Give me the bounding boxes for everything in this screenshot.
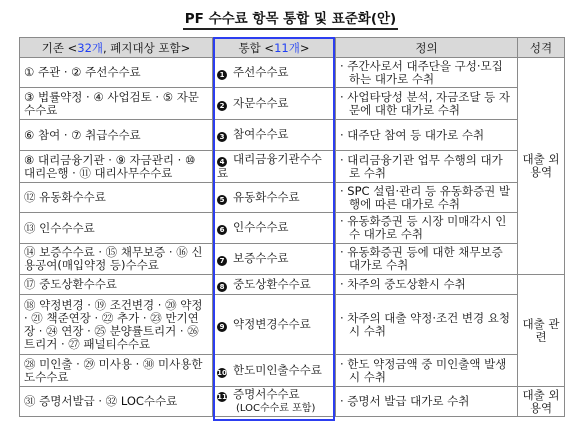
table-row xyxy=(20,355,565,387)
definition-cell: · 차주의 중도상환시 수취 xyxy=(336,275,518,295)
integrated-cell: 4 대리금융기관수수료 xyxy=(213,151,336,183)
existing-cell: ㉘ 미인출 · ㉙ 미사용 · ㉚ 미사용한도수수료 xyxy=(20,355,213,387)
header-row xyxy=(20,38,565,58)
integrated-cell: 7 보증수수료 xyxy=(213,244,336,275)
number-bullet: 6 xyxy=(217,225,227,235)
integrated-cell: 1 주선수수료 xyxy=(213,58,336,88)
existing-cell: ⑥ 참여 · ⑦ 취급수수료 xyxy=(20,120,213,151)
nature-cell: 대출 외 용역 xyxy=(518,387,565,417)
integrated-subnote: (LOC수수료 포함) xyxy=(236,403,316,414)
table-row xyxy=(20,151,565,183)
integrated-cell: 10 한도미인출수수료 xyxy=(213,355,336,387)
integrated-cell: 9 약정변경수수료 xyxy=(213,295,336,355)
table-row xyxy=(20,58,565,88)
definition-cell: · SPC 설립·관리 등 유동화증권 발행에 따른 대가로 수취 xyxy=(336,183,518,213)
definition-cell: · 주간사로서 대주단을 구성·모집하는 대가로 수취 xyxy=(336,58,518,88)
nature-cell: 대출 외 용역 xyxy=(518,58,565,275)
table-row xyxy=(20,387,565,417)
number-bullet: 1 xyxy=(217,70,227,80)
document-title: PF 수수료 항목 통합 및 표준화(안) xyxy=(0,7,581,27)
number-bullet: 10 xyxy=(217,368,227,377)
number-bullet: 3 xyxy=(217,132,227,142)
definition-cell: · 유동화증권 등에 대한 채무보증 대가로 수취 xyxy=(336,244,518,275)
header-definition: 정의 xyxy=(336,38,518,58)
header-integrated: 통합 <11개> xyxy=(213,38,336,58)
table-row xyxy=(20,213,565,244)
number-bullet: 4 xyxy=(217,157,227,167)
integrated-cell: 5 유동화수수료 xyxy=(213,183,336,213)
existing-cell: ㉛ 증명서발급 · ㉜ LOC수수료 xyxy=(20,387,213,417)
nature-cell: 대출 관련 xyxy=(518,275,565,387)
integrated-cell: 6 인수수수료 xyxy=(213,213,336,244)
table-row xyxy=(20,275,565,295)
definition-cell: · 대리금융기관 업무 수행의 대가로 수취 xyxy=(336,151,518,183)
number-bullet: 9 xyxy=(217,322,227,332)
integrated-cell: 11 증명서수수료 (LOC수수료 포함) xyxy=(213,387,336,417)
integrated-cell: 8 중도상환수수료 xyxy=(213,275,336,295)
table-row xyxy=(20,183,565,213)
table-row xyxy=(20,120,565,151)
number-bullet: 2 xyxy=(217,101,227,111)
existing-cell: ⑱ 약정변경 · ⑲ 조건변경 · ⑳ 약정 · ㉑ 책준연장 · ㉒ 추가 · ㉓ 만기연장 · ㉔ 연장 · ㉕ 분양률트리거 · ㉖ 트리거 · ㉗ 패널티수수료 xyxy=(20,295,213,355)
existing-cell: ⑰ 중도상환수수료 xyxy=(20,275,213,295)
header-nature: 성격 xyxy=(518,38,565,58)
number-bullet: 5 xyxy=(217,195,227,205)
existing-cell: ⑧ 대리금융기관 · ⑨ 자금관리 · ⑩ 대리은행 · ⑪ 대리사무수수료 xyxy=(20,151,213,183)
definition-cell: · 차주의 대출 약정·조건 변경 요청시 수취 xyxy=(336,295,518,355)
existing-cell: ⑭ 보증수수료 · ⑮ 채무보증 · ⑯ 신용공여(매입약정 등)수수료 xyxy=(20,244,213,275)
integrated-cell: 2 자문수수료 xyxy=(213,88,336,120)
number-bullet: 11 xyxy=(217,393,227,401)
existing-cell: ⑫ 유동화수수료 xyxy=(20,183,213,213)
existing-cell: ③ 법률약정 · ④ 사업검토 · ⑤ 자문수수료 xyxy=(20,88,213,120)
table-row xyxy=(20,295,565,355)
existing-cell: ① 주관 · ② 주선수수료 xyxy=(20,58,213,88)
number-bullet: 7 xyxy=(217,256,227,266)
definition-cell: · 유동화증권 등 시장 미매각시 인수 대가로 수취 xyxy=(336,213,518,244)
definition-cell: · 대주단 참여 등 대가로 수취 xyxy=(336,120,518,151)
number-bullet: 8 xyxy=(217,282,227,292)
definition-cell: · 한도 약정금액 중 미인출액 발생시 수취 xyxy=(336,355,518,387)
integrated-cell: 3 참여수수료 xyxy=(213,120,336,151)
table-row xyxy=(20,88,565,120)
definition-cell: · 증명서 발급 대가로 수취 xyxy=(336,387,518,417)
table-row xyxy=(20,244,565,275)
fee-integration-table xyxy=(19,37,565,417)
header-existing: 기존 <32개, 폐지대상 포함> xyxy=(20,38,213,58)
definition-cell: · 사업타당성 분석, 자금조달 등 자문에 대한 대가로 수취 xyxy=(336,88,518,120)
existing-cell: ⑬ 인수수수료 xyxy=(20,213,213,244)
